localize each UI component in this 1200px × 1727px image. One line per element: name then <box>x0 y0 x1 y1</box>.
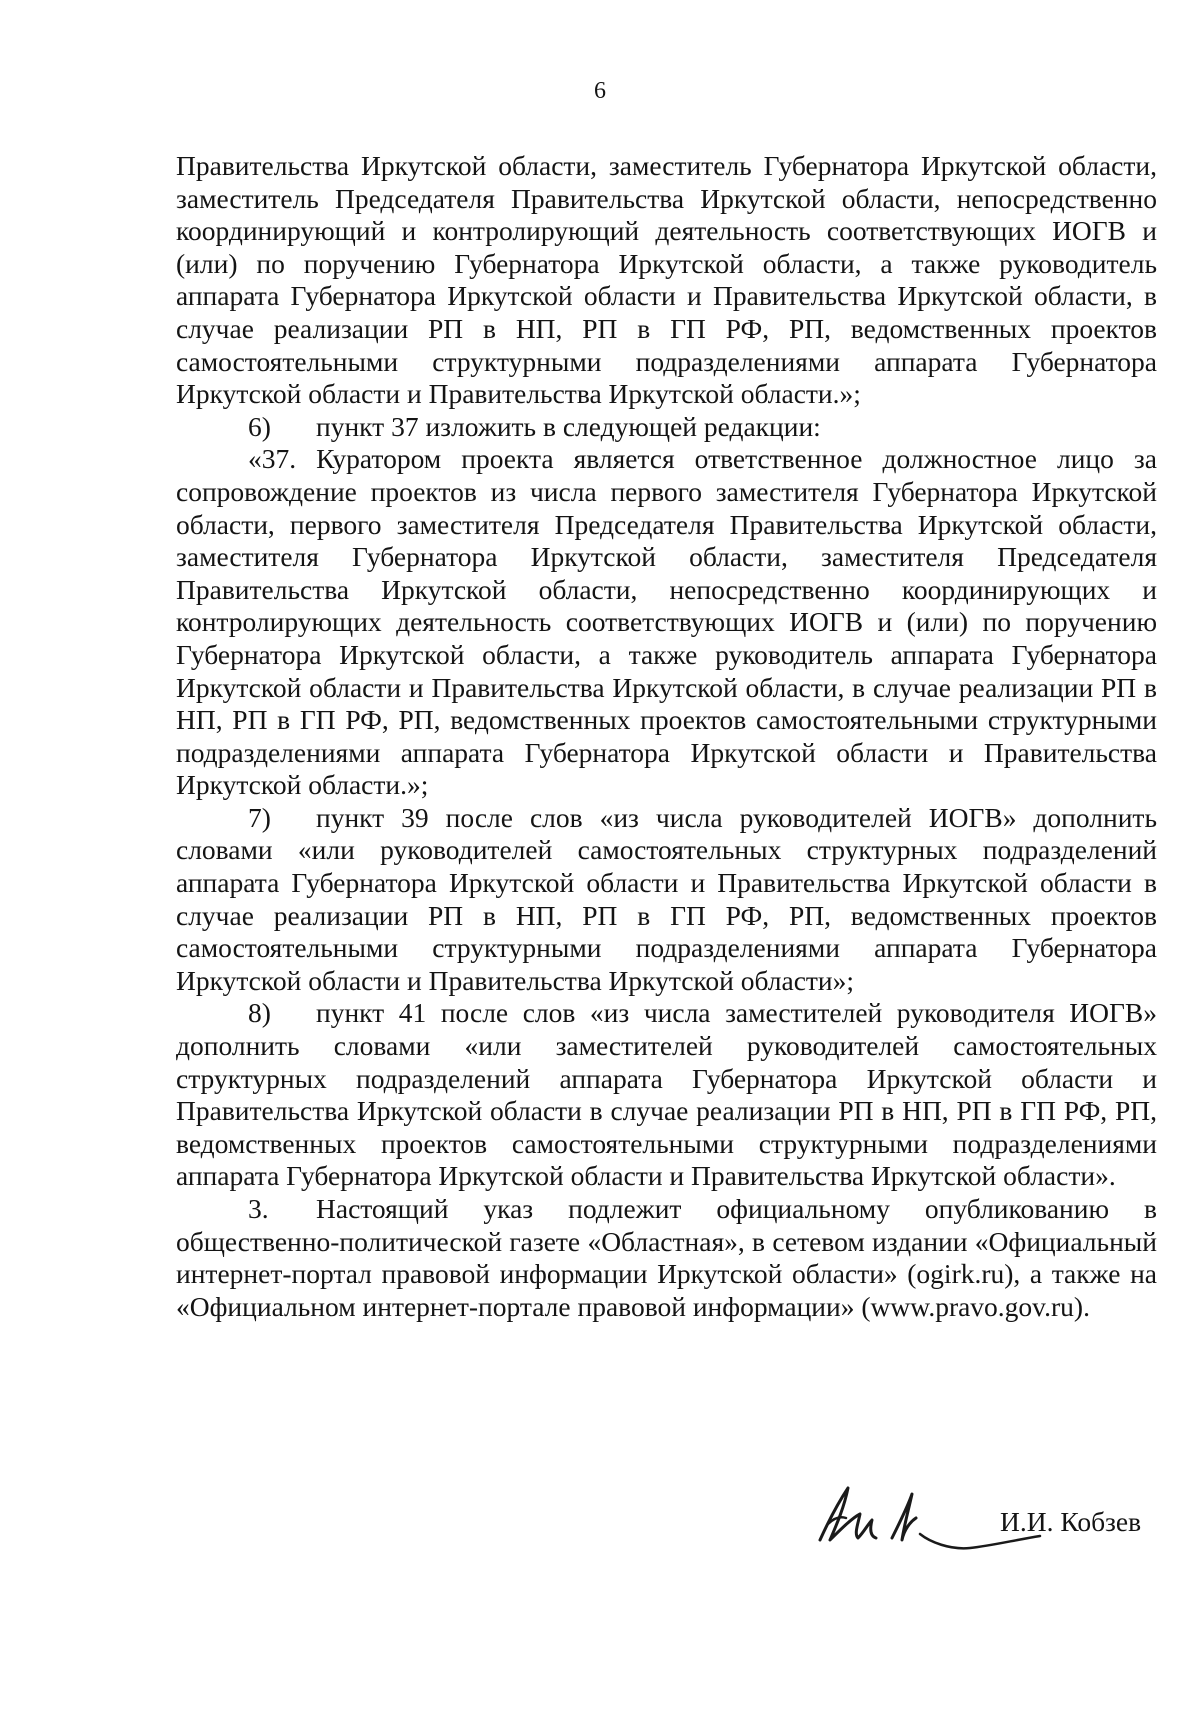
item-text: пункт 37 изложить в следующей редакции: <box>316 410 821 442</box>
item-number: 6) <box>248 410 271 442</box>
item-number: 8) <box>248 997 271 1029</box>
paragraph-continuation: Правительства Иркутской области, заместитель Губернатора Иркутской области, заместитель Председателя Правительства Иркутской области, непосредственно координирующий и контролирующий деятельность соответствующих ИОГВ и (или) по поручению Губернатора Иркутской области, а также руководитель аппарата Губернатора Иркутской области и Правительства Иркутской области, в случае реализации РП в НП, РП в ГП РФ, РП, ведомственных проектов самостоятельными структурными подразделениями аппарата Губернатора Иркутской области и Правительства Иркутской области.»; <box>176 150 1157 410</box>
page-number: 6 <box>594 78 606 104</box>
item-number: 3. <box>248 1193 269 1224</box>
item-text: Настоящий указ подлежит официальному опубликованию в общественно-политической газете «Областная», в сетевом издании «Официальный интернет-портал правовой информации Иркутской области» (ogirk.ru), а также на «Официальном интернет-портале правовой информации» (www.pravo.gov.ru). <box>176 1193 1157 1322</box>
paragraph-item-7 <box>176 802 1157 998</box>
paragraph-item-8 <box>176 997 1157 1193</box>
paragraph-item-6 <box>176 411 1157 444</box>
item-text: пункт 41 после слов «из числа заместителей руководителя ИОГВ» дополнить словами «или заместителей руководителей самостоятельных структурных подразделений аппарата Губернатора Иркутской области и Правительства Иркутской области в случае реализации РП в НП, РП в ГП РФ, РП, ведомственных проектов самостоятельными структурными подразделениями аппарата Губернатора Иркутской области и Правительства Иркутской области». <box>176 997 1157 1192</box>
document-body <box>176 150 1157 1323</box>
signatory-name: И.И. Кобзев <box>1000 1506 1142 1537</box>
item-number: 7) <box>248 801 271 833</box>
paragraph-section-3 <box>176 1193 1157 1323</box>
item-text: пункт 39 после слов «из числа руководителей ИОГВ» дополнить словами «или руководителей самостоятельных структурных подразделений аппарата Губернатора Иркутской области и Правительства Иркутской области в случае реализации РП в НП, РП в ГП РФ, РП, ведомственных проектов самостоятельными структурными подразделениями аппарата Губернатора Иркутской области и Правительства Иркутской области»; <box>176 801 1157 996</box>
paragraph-point-37: «37. Куратором проекта является ответственное должностное лицо за сопровождение проектов из числа первого заместителя Губернатора Иркутской области, первого заместителя Председателя Правительства Иркутской области, заместителя Губернатора Иркутской области, заместителя Председателя Правительства Иркутской области, непосредственно координирующих и контролирующих деятельность соответствующих ИОГВ и (или) по поручению Губернатора Иркутской области, а также руководитель аппарата Губернатора Иркутской области и Правительства Иркутской области, в случае реализации РП в НП, РП в ГП РФ, РП, ведомственных проектов самостоятельными структурными подразделениями аппарата Губернатора Иркутской области и Правительства Иркутской области.»; <box>176 443 1157 801</box>
